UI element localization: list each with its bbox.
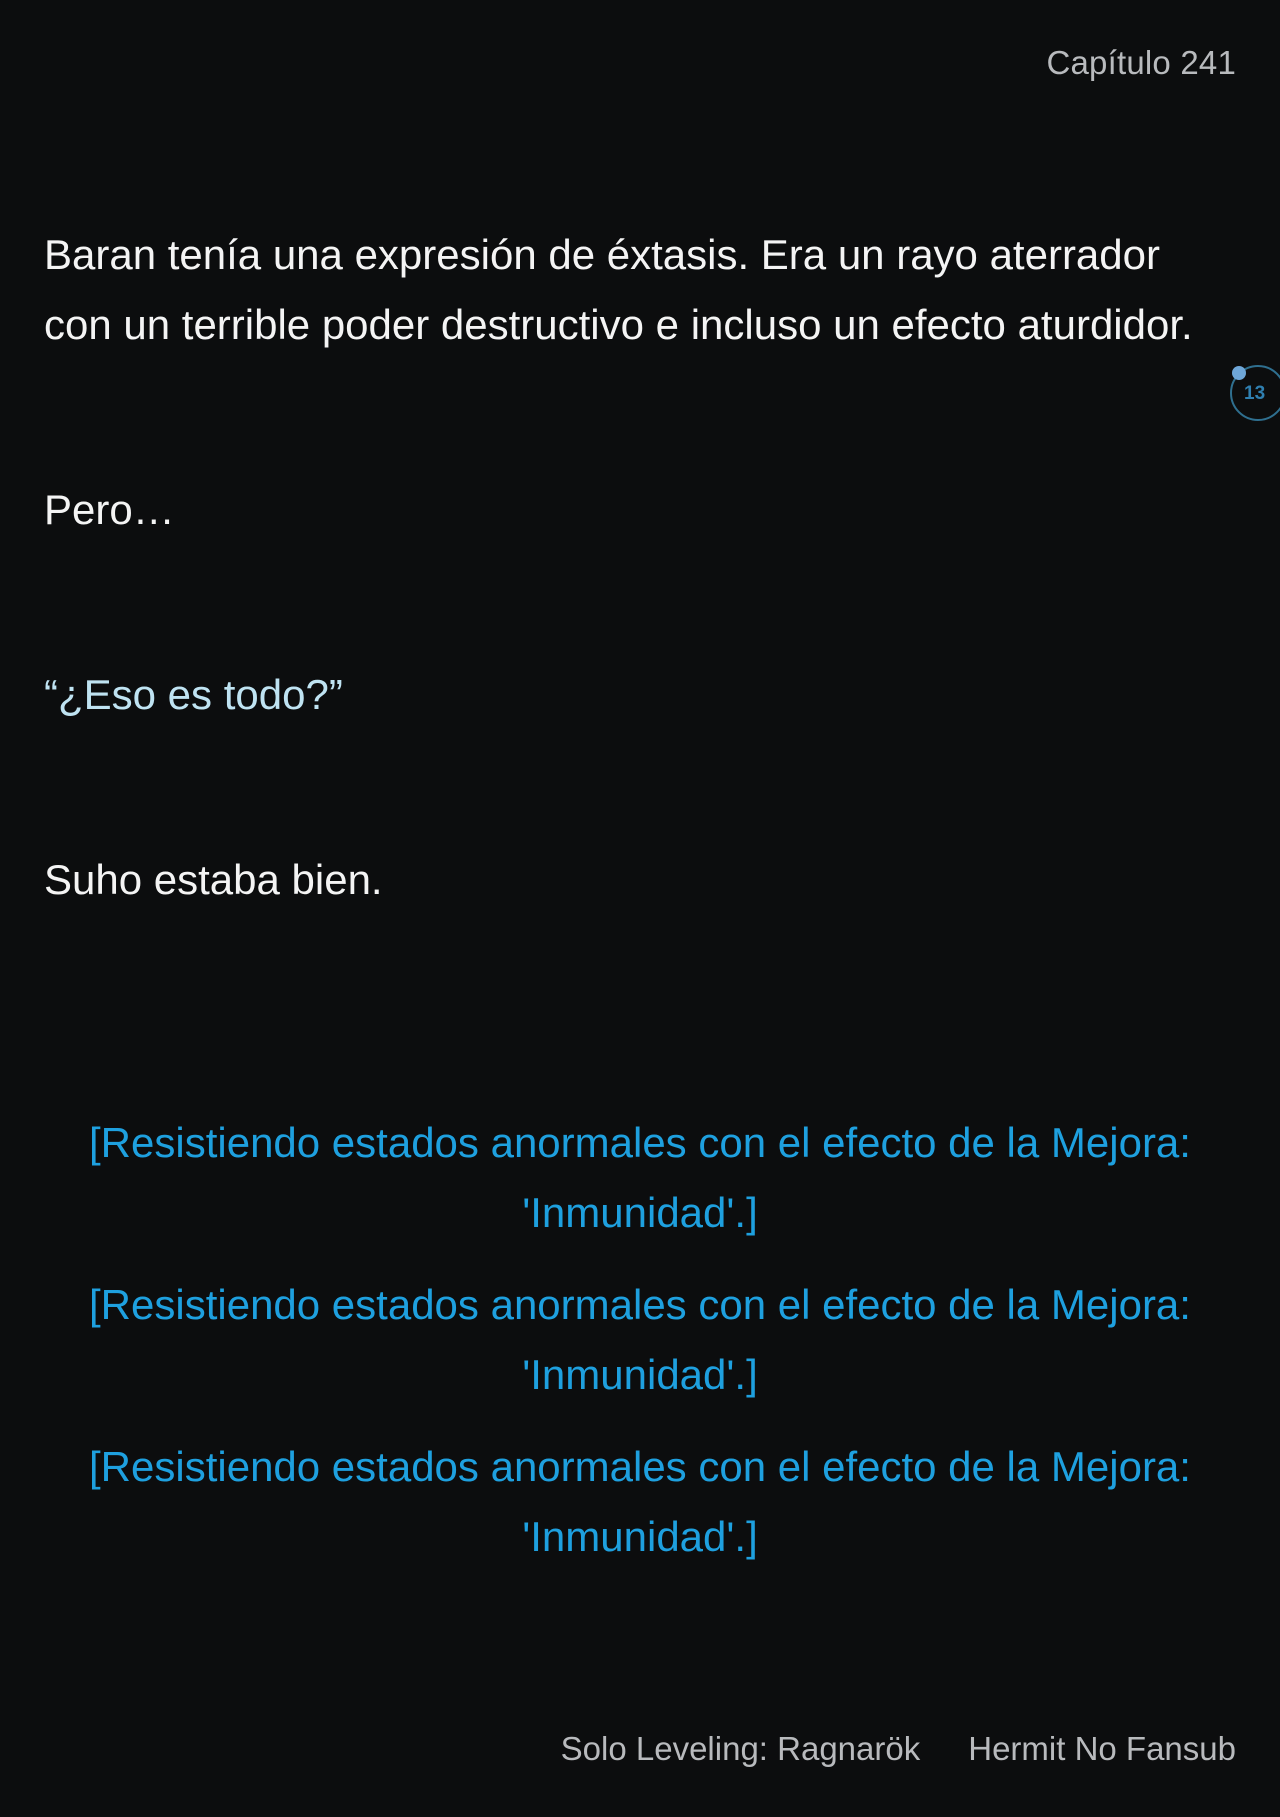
system-message: [Resistiendo estados anormales con el efecto de la Mejora: 'Inmunidad'.] [89, 1119, 1191, 1236]
translator-name: Hermit No Fansub [968, 1730, 1236, 1767]
page-footer [561, 1730, 1236, 1768]
system-message: [Resistiendo estados anormales con el efecto de la Mejora: 'Inmunidad'.] [89, 1443, 1191, 1560]
system-messages [44, 1108, 1236, 1594]
dialogue-paragraph: “¿Eso es todo?” [44, 671, 343, 718]
paragraph: Baran tenía una expresión de éxtasis. Era un rayo aterrador con un terrible poder destructivo e incluso un efecto aturdidor. [44, 231, 1193, 348]
chapter-label: Capítulo 241 [1046, 44, 1236, 81]
comment-indicator-dot [1232, 366, 1246, 380]
novel-title: Solo Leveling: Ragnarök [560, 1730, 921, 1767]
comment-count: 13 [1244, 383, 1266, 404]
paragraph: Suho estaba bien. [44, 856, 383, 903]
system-message: [Resistiendo estados anormales con el efecto de la Mejora: 'Inmunidad'.] [89, 1281, 1191, 1398]
chapter-content [44, 220, 1219, 915]
paragraph: Pero… [44, 486, 175, 533]
